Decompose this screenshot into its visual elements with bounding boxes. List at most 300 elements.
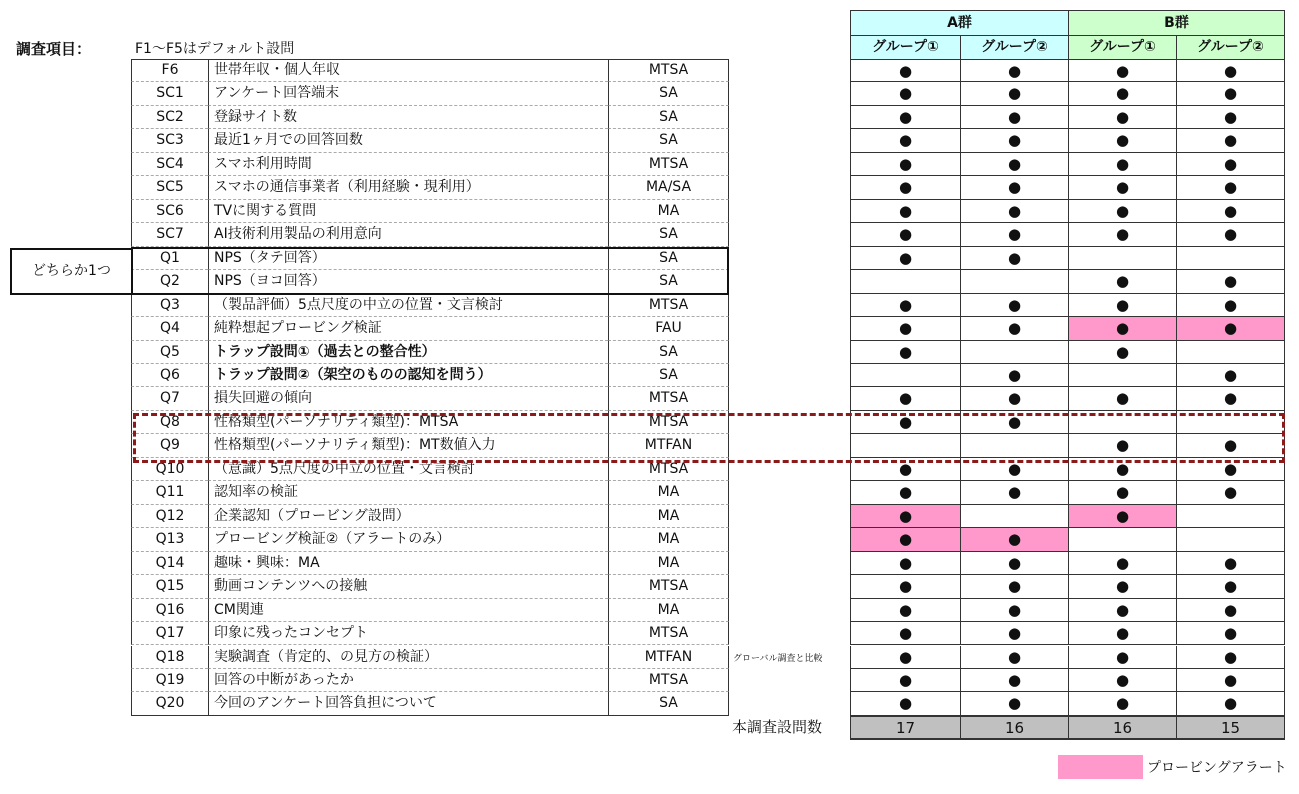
mark-dot-icon: ● [1115,201,1130,220]
mark-dot-icon: ● [1007,647,1022,666]
question-note: グローバル調査と比較 [733,653,823,664]
mark-dot-icon: ● [898,62,913,80]
mark-cell [850,200,961,223]
question-text: 印象に残ったコンセプト [208,622,608,645]
question-code: Q4 [131,317,208,340]
question-type: SA [608,270,729,293]
mark-cell [1068,505,1177,528]
question-code: SC2 [131,106,208,129]
question-text: 今回のアンケート回答負担について [208,692,608,715]
question-code: Q9 [131,434,208,457]
mark-dot-icon: ● [898,459,913,478]
question-type: MTSA [608,622,729,645]
question-text: 純粋想起プロービング検証 [208,317,608,340]
group-header-a: A群 [850,10,1069,36]
question-code: Q20 [131,692,208,715]
question-text: NPS（ヨコ回答） [208,270,608,293]
mark-dot-icon: ● [1007,389,1022,408]
question-type: FAU [608,317,729,340]
mark-cell [960,646,1069,669]
mark-dot-icon: ● [898,342,913,361]
mark-dot-icon: ● [1007,201,1022,220]
question-text: 世帯年収・個人年収 [208,59,608,82]
question-text: 最近1ヶ月での回答回数 [208,129,608,152]
mark-cell [960,247,1069,270]
mark-dot-icon: ● [1115,295,1130,314]
mark-cell [1176,247,1285,270]
mark-dot-icon: ● [898,248,913,267]
question-code: SC6 [131,200,208,223]
mark-dot-icon: ● [898,225,913,244]
mark-dot-icon: ● [1223,62,1238,80]
mark-cell [960,387,1069,410]
question-text: TVに関する質問 [208,200,608,223]
mark-cell [1176,317,1285,340]
question-text: トラップ設問①（過去との整合性） [208,341,608,364]
mark-cell [850,82,961,105]
mark-dot-icon: ● [1115,506,1130,525]
mark-dot-icon: ● [898,131,913,150]
question-code: Q8 [131,411,208,434]
question-text: スマホ利用時間 [208,153,608,176]
mark-dot-icon: ● [1007,459,1022,478]
mark-cell [1068,294,1177,317]
mark-dot-icon: ● [1223,389,1238,408]
mark-cell [850,387,961,410]
mark-cell [960,129,1069,152]
mark-dot-icon: ● [898,178,913,197]
mark-dot-icon: ● [1115,131,1130,150]
question-text: 動画コンテンツへの接触 [208,575,608,598]
mark-dot-icon: ● [898,107,913,126]
mark-cell [850,270,961,293]
mark-cell [960,481,1069,504]
mark-cell [850,223,961,246]
question-text: 性格類型(パーソナリティ類型)：MT数値入力 [208,434,608,457]
mark-cell [850,247,961,270]
question-text: 実験調査（肯定的、の見方の検証） [208,646,608,669]
mark-dot-icon: ● [1223,319,1238,338]
question-code: Q17 [131,622,208,645]
mark-dot-icon: ● [898,389,913,408]
question-code: F6 [131,59,208,82]
mark-dot-icon: ● [1007,483,1022,502]
mark-dot-icon: ● [1115,319,1130,338]
mark-cell [960,294,1069,317]
mark-cell [850,317,961,340]
mark-cell [850,622,961,645]
mark-dot-icon: ● [1115,342,1130,361]
mark-dot-icon: ● [898,577,913,596]
question-text: 認知率の検証 [208,481,608,504]
mark-cell [1068,646,1177,669]
mark-dot-icon: ● [1223,225,1238,244]
mark-dot-icon: ● [1223,600,1238,619]
question-type: SA [608,129,729,152]
total-count: 17 [850,716,961,740]
mark-dot-icon: ● [1223,365,1238,384]
question-type: MA [608,599,729,622]
mark-cell [1176,341,1285,364]
question-code: Q16 [131,599,208,622]
mark-dot-icon: ● [898,647,913,666]
mark-dot-icon: ● [1223,295,1238,314]
mark-cell [1176,599,1285,622]
question-text: （製品評価）5点尺度の中立の位置・文言検討 [208,294,608,317]
question-type: SA [608,247,729,270]
mark-cell [1176,528,1285,551]
mark-cell [1068,223,1177,246]
question-text: 性格類型(パーソナリティ類型)：MTSA [208,411,608,434]
question-code: SC1 [131,82,208,105]
question-code: SC7 [131,223,208,246]
mark-dot-icon: ● [1223,647,1238,666]
mark-dot-icon: ● [1007,295,1022,314]
mark-cell [850,481,961,504]
mark-cell [850,646,961,669]
question-type: MTSA [608,59,729,82]
mark-dot-icon: ● [1007,178,1022,197]
question-type: MTFAN [608,646,729,669]
mark-cell [1176,59,1285,82]
question-code: Q15 [131,575,208,598]
mark-cell [960,223,1069,246]
mark-cell [1176,294,1285,317]
mark-dot-icon: ● [1223,624,1238,643]
mark-cell [960,200,1069,223]
question-type: MTSA [608,294,729,317]
mark-cell [960,341,1069,364]
mark-cell [960,528,1069,551]
mark-cell [1176,200,1285,223]
question-type: MA/SA [608,176,729,199]
mark-dot-icon: ● [1223,459,1238,478]
question-text: プロービング検証②（アラートのみ） [208,528,608,551]
q1-q2-outline [131,247,729,295]
question-type: SA [608,106,729,129]
mark-cell [850,294,961,317]
mark-dot-icon: ● [898,319,913,338]
mark-cell [1068,669,1177,692]
mark-cell [1176,575,1285,598]
question-text: アンケート回答端末 [208,82,608,105]
subgroup-header: グループ① [1068,35,1177,60]
mark-dot-icon: ● [1007,154,1022,173]
mark-cell [1176,646,1285,669]
mark-dot-icon: ● [898,295,913,314]
question-code: SC3 [131,129,208,152]
mark-cell [1176,153,1285,176]
mark-cell [960,552,1069,575]
mark-cell [1068,622,1177,645]
mark-dot-icon: ● [898,201,913,220]
mark-dot-icon: ● [1115,647,1130,666]
mark-dot-icon: ● [1007,412,1022,431]
mark-cell [1068,364,1177,387]
mark-dot-icon: ● [1007,319,1022,338]
mark-dot-icon: ● [898,670,913,689]
mark-dot-icon: ● [1223,84,1238,103]
mark-dot-icon: ● [1223,201,1238,220]
mark-dot-icon: ● [898,694,913,713]
question-code: Q12 [131,505,208,528]
mark-dot-icon: ● [1007,694,1022,713]
mark-dot-icon: ● [1223,272,1238,291]
question-type: MA [608,505,729,528]
mark-dot-icon: ● [1223,483,1238,502]
mark-dot-icon: ● [898,624,913,643]
mark-cell [1068,552,1177,575]
mark-cell [1176,82,1285,105]
mark-dot-icon: ● [1115,107,1130,126]
mark-cell [850,176,961,199]
question-type: SA [608,692,729,715]
question-code: Q1 [131,247,208,270]
mark-cell [1068,153,1177,176]
mark-cell [1068,387,1177,410]
mark-dot-icon: ● [1223,670,1238,689]
question-type: MA [608,481,729,504]
mark-cell [1068,341,1177,364]
mark-dot-icon: ● [1223,178,1238,197]
mark-cell [960,364,1069,387]
mark-cell [1176,364,1285,387]
question-code: Q6 [131,364,208,387]
mark-dot-icon: ● [1007,577,1022,596]
totals-label: 本調査設問数 [732,718,823,736]
question-type: SA [608,82,729,105]
question-text: （意識）5点尺度の中立の位置・文言検討 [208,458,608,481]
either-one-label: どちらか1つ [32,263,111,279]
q8-q9-highlight-dashed-box [133,413,1285,463]
total-count: 15 [1176,716,1285,740]
question-code: Q2 [131,270,208,293]
mark-cell [960,692,1069,715]
mark-dot-icon: ● [898,600,913,619]
mark-dot-icon: ● [1115,272,1130,291]
mark-cell [1068,692,1177,715]
mark-dot-icon: ● [1115,670,1130,689]
mark-cell [1068,575,1177,598]
mark-dot-icon: ● [1223,107,1238,126]
mark-dot-icon: ● [1115,389,1130,408]
mark-dot-icon: ● [1007,553,1022,572]
mark-dot-icon: ● [1007,530,1022,549]
question-text: 登録サイト数 [208,106,608,129]
subgroup-header: グループ② [1176,35,1285,60]
mark-dot-icon: ● [1007,248,1022,267]
mark-dot-icon: ● [898,506,913,525]
question-text: 趣味・興味：MA [208,552,608,575]
mark-cell [960,153,1069,176]
mark-dot-icon: ● [1223,553,1238,572]
mark-cell [1176,270,1285,293]
question-type: SA [608,223,729,246]
mark-cell [850,692,961,715]
mark-dot-icon: ● [1223,694,1238,713]
mark-dot-icon: ● [1115,577,1130,596]
mark-cell [850,341,961,364]
mark-cell [850,106,961,129]
mark-cell [1176,622,1285,645]
mark-cell [850,59,961,82]
question-code: Q5 [131,341,208,364]
mark-cell [1176,505,1285,528]
page-title: 調査項目： [16,40,92,58]
question-type: MTSA [608,153,729,176]
group-header-b: B群 [1068,10,1285,36]
mark-cell [1068,270,1177,293]
question-type: MTFAN [608,434,729,457]
mark-dot-icon: ● [1115,154,1130,173]
mark-cell [1176,176,1285,199]
question-code: SC5 [131,176,208,199]
mark-dot-icon: ● [1115,62,1130,80]
question-code: Q11 [131,481,208,504]
question-type: MA [608,200,729,223]
question-code: Q18 [131,646,208,669]
mark-cell [1068,200,1177,223]
mark-dot-icon: ● [1007,624,1022,643]
mark-dot-icon: ● [898,483,913,502]
mark-dot-icon: ● [1007,84,1022,103]
mark-dot-icon: ● [898,530,913,549]
subgroup-header: グループ② [960,35,1069,60]
mark-dot-icon: ● [1115,459,1130,478]
mark-dot-icon: ● [898,553,913,572]
mark-dot-icon: ● [1115,553,1130,572]
question-code: Q19 [131,669,208,692]
mark-dot-icon: ● [1223,131,1238,150]
mark-cell [850,364,961,387]
mark-cell [1068,317,1177,340]
mark-cell [960,669,1069,692]
mark-cell [1068,481,1177,504]
question-code: Q7 [131,387,208,410]
mark-cell [1068,106,1177,129]
mark-cell [1176,669,1285,692]
question-type: SA [608,341,729,364]
mark-cell [850,599,961,622]
question-code: Q3 [131,294,208,317]
mark-cell [960,575,1069,598]
mark-cell [960,270,1069,293]
mark-dot-icon: ● [1007,365,1022,384]
mark-cell [1176,387,1285,410]
mark-cell [1068,82,1177,105]
mark-dot-icon: ● [898,84,913,103]
mark-cell [1176,106,1285,129]
mark-cell [1176,552,1285,575]
mark-dot-icon: ● [1115,483,1130,502]
total-count: 16 [960,716,1069,740]
question-text: 損失回避の傾向 [208,387,608,410]
mark-dot-icon: ● [1007,62,1022,80]
mark-cell [850,129,961,152]
mark-cell [1068,129,1177,152]
question-type: MTSA [608,669,729,692]
question-type: MA [608,552,729,575]
subgroup-header: グループ① [850,35,961,60]
question-text: CM関連 [208,599,608,622]
question-code: Q10 [131,458,208,481]
subtitle: F1～F5はデフォルト設問 [135,41,295,57]
question-text: 回答の中断があったか [208,669,608,692]
mark-dot-icon: ● [1223,436,1238,455]
question-type: MA [608,528,729,551]
question-text: スマホの通信事業者（利用経験・現利用） [208,176,608,199]
question-type: MTSA [608,458,729,481]
mark-cell [1176,692,1285,715]
question-type: SA [608,364,729,387]
question-type: MTSA [608,411,729,434]
mark-cell [1176,129,1285,152]
question-type: MTSA [608,387,729,410]
mark-dot-icon: ● [1007,107,1022,126]
total-count: 16 [1068,716,1177,740]
mark-dot-icon: ● [898,154,913,173]
mark-dot-icon: ● [1115,178,1130,197]
mark-cell [850,552,961,575]
either-one-box [10,248,131,295]
mark-dot-icon: ● [1115,694,1130,713]
mark-dot-icon: ● [1115,225,1130,244]
question-text: トラップ設問②（架空のものの認知を問う） [208,364,608,387]
question-text: NPS（タテ回答） [208,247,608,270]
question-text: 企業認知（プロービング設問） [208,505,608,528]
legend-label: プロービングアラート [1147,760,1287,776]
mark-dot-icon: ● [898,412,913,431]
mark-dot-icon: ● [1007,600,1022,619]
mark-dot-icon: ● [1115,84,1130,103]
mark-cell [960,317,1069,340]
mark-cell [850,153,961,176]
mark-cell [1068,528,1177,551]
question-code: Q13 [131,528,208,551]
mark-cell [850,575,961,598]
question-code: SC4 [131,153,208,176]
mark-dot-icon: ● [1115,624,1130,643]
mark-cell [960,599,1069,622]
mark-cell [1068,599,1177,622]
question-text: AI技術利用製品の利用意向 [208,223,608,246]
mark-cell [1068,247,1177,270]
mark-cell [960,82,1069,105]
mark-dot-icon: ● [1223,577,1238,596]
mark-cell [850,505,961,528]
question-code: Q14 [131,552,208,575]
mark-dot-icon: ● [1115,436,1130,455]
mark-dot-icon: ● [1007,131,1022,150]
mark-cell [960,106,1069,129]
mark-dot-icon: ● [1115,600,1130,619]
question-type: MTSA [608,575,729,598]
mark-dot-icon: ● [1223,154,1238,173]
legend-swatch [1058,755,1143,779]
mark-cell [960,505,1069,528]
mark-cell [960,622,1069,645]
mark-cell [960,59,1069,82]
mark-cell [1176,481,1285,504]
mark-dot-icon: ● [1007,670,1022,689]
mark-cell [850,669,961,692]
mark-cell [960,176,1069,199]
mark-cell [1068,176,1177,199]
mark-dot-icon: ● [1007,225,1022,244]
mark-cell [1068,59,1177,82]
mark-cell [850,528,961,551]
mark-cell [1176,223,1285,246]
